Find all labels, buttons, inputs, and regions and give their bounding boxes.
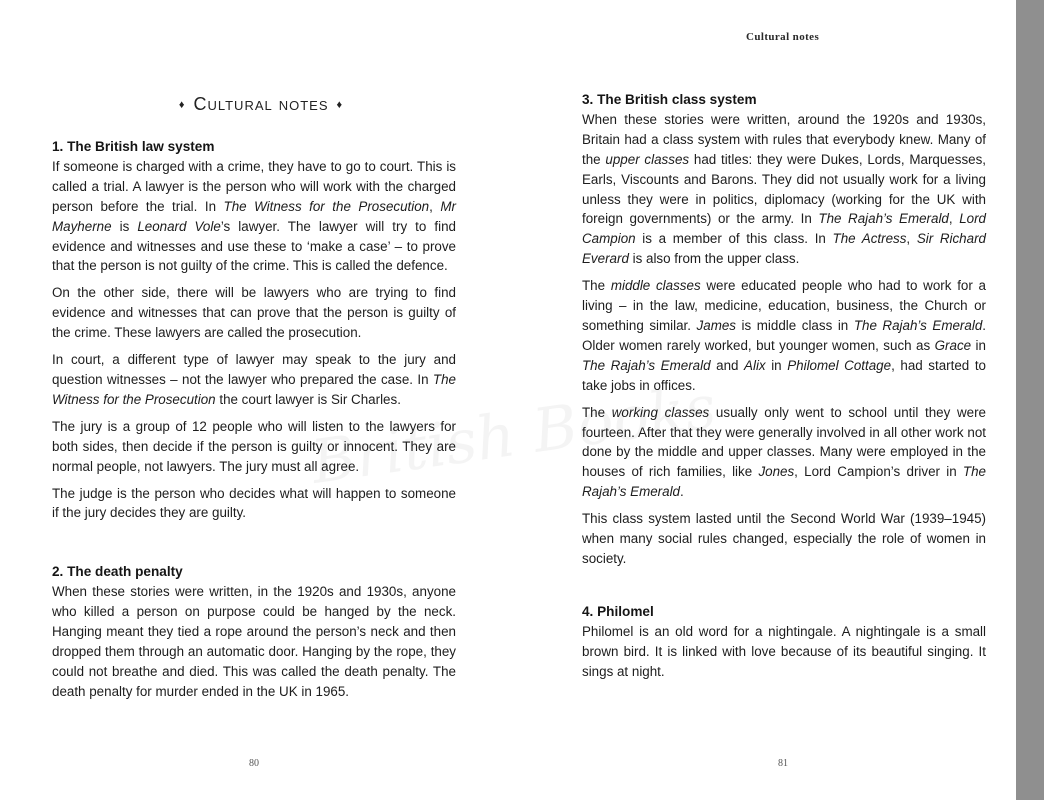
page-title xyxy=(0,94,522,115)
page-number: 80 xyxy=(249,758,259,769)
text-run: were educated people who had to work for a living – in the law, medicine, education, business, the Church or something similar. xyxy=(582,278,986,333)
text-run: , xyxy=(906,231,917,247)
text-run: is also from the upper class. xyxy=(628,251,800,267)
text-run: When these stories were written, in the 1920s and 1930s, anyone who killed a person on purpose could be hanged by the neck. Hanging meant they tied a rope around the person’s neck and then dropped them through an automatic door. Hanging by the rope, they could not breathe and died. This was called the death penalty. The death penalty for murder ended in the UK in 1965. xyxy=(52,584,456,699)
italic-text: working classes xyxy=(611,404,710,420)
text-run: in xyxy=(971,337,986,353)
text-run: , Lord Campion’s driver in xyxy=(794,464,963,480)
text-run: , had started to take jobs in offices. xyxy=(582,357,986,393)
paragraph xyxy=(52,157,456,276)
text-run: , xyxy=(429,198,441,214)
page-title-text: Cultural notes xyxy=(193,94,329,114)
text-run: and xyxy=(710,357,745,373)
diamond-ornament-left: ♦ xyxy=(178,99,186,111)
section-spacer xyxy=(52,530,456,562)
paragraph xyxy=(582,110,986,269)
italic-text: The Rajah’s Emerald xyxy=(582,464,986,500)
paragraph xyxy=(52,283,456,343)
paragraph xyxy=(582,276,986,395)
page-number: 81 xyxy=(778,758,788,769)
text-run: Philomel is an old word for a nightingale. A nightingale is a small brown bird. It is linked with love because of its beautiful singing. It sings at night. xyxy=(582,623,986,679)
diamond-ornament-right: ♦ xyxy=(336,99,344,111)
text-run: When these stories were written, around the 1920s and 1930s, Britain had a class system with rules that everybody knew. Many of the xyxy=(582,111,986,167)
italic-text: Sir Richard Everard xyxy=(582,231,986,267)
paragraph xyxy=(52,582,456,701)
italic-text: Alix xyxy=(744,357,766,373)
paragraph xyxy=(52,350,456,410)
italic-text: Jones xyxy=(758,464,795,480)
text-run: The judge is the person who decides what will happen to someone if the jury decides they are guilty. xyxy=(52,485,456,521)
text-run: is middle class in xyxy=(736,317,854,333)
italic-text: The Witness for the Prosecution xyxy=(223,198,430,214)
section-heading: 3. The British class system xyxy=(582,92,757,107)
text-run: If someone is charged with a crime, they have to go to court. This is called a trial. A lawyer is the person who will work with the charged person before the trial. In xyxy=(52,158,456,214)
text-run: ’s lawyer. The lawyer will try to find evidence and witnesses and use these to ‘make a case’ – to prove that the person is not guilty of the crime. This is called the defence. xyxy=(52,218,456,274)
section-heading: 4. Philomel xyxy=(582,603,654,619)
italic-text: Grace xyxy=(934,337,972,353)
italic-text: The Witness for the Prosecution xyxy=(52,371,456,407)
italic-text: middle classes xyxy=(610,278,701,294)
text-run: , xyxy=(948,211,960,227)
section-heading: 2. The death penalty xyxy=(52,564,183,580)
text-run: . Older women rarely worked, but younger women, such as xyxy=(582,317,986,353)
text-run: The xyxy=(582,404,612,420)
text-run: In court, a different type of lawyer may speak to the jury and question witnesses – not the lawyer who prepared the case. In xyxy=(52,352,456,387)
italic-text: The Actress xyxy=(832,231,907,247)
italic-text: Mr Mayherne xyxy=(52,198,456,234)
text-run: . xyxy=(680,484,684,500)
text-run: is xyxy=(111,218,138,234)
text-run: had titles: they were Dukes, Lords, Marquesses, Earls, Viscounts and Barons. They did not usually work for a living unless they were in politics, diplomacy (working for the UK with foreign governments) or the army. In xyxy=(582,151,987,227)
text-run: This class system lasted until the Second World War (1939–1945) when many social rules changed, especially the role of women in society. xyxy=(582,511,986,566)
text-run: usually only went to school until they were fourteen. After that they were generally involved in all other work not done by the middle and upper classes. Many were employed in the houses of rich families, like xyxy=(582,404,987,480)
italic-text: upper classes xyxy=(605,151,690,167)
italic-text: James xyxy=(696,317,736,333)
italic-text: Leonard Vole xyxy=(137,218,221,234)
text-run: On the other side, there will be lawyers who are trying to find evidence and witnesses that can prove that the person is guilty of the crime. These lawyers are called the prosecution. xyxy=(52,285,456,341)
paragraph xyxy=(582,622,986,682)
text-run: is a member of this class. In xyxy=(635,231,833,247)
italic-text: Philomel Cottage xyxy=(787,357,892,373)
text-run: The jury is a group of 12 people who will listen to the lawyers for both sides, then decide if the person is guilty or innocent. They are normal people, not lawyers. The jury must all agree. xyxy=(52,418,456,474)
italic-text: The Rajah’s Emerald xyxy=(818,211,949,227)
section-spacer xyxy=(582,576,986,602)
paragraph xyxy=(582,509,986,569)
italic-text: Lord Campion xyxy=(582,211,986,247)
text-run: in xyxy=(765,357,788,373)
italic-text: The Rajah’s Emerald xyxy=(853,317,983,333)
running-head: Cultural notes xyxy=(746,31,820,43)
paragraph xyxy=(52,484,456,524)
scrollbar-edge xyxy=(1016,0,1044,800)
text-run: the court lawyer is Sir Charles. xyxy=(215,391,401,407)
italic-text: The Rajah’s Emerald xyxy=(582,357,711,373)
text-run: The xyxy=(582,278,611,294)
section-heading: 1. The British law system xyxy=(52,139,215,154)
